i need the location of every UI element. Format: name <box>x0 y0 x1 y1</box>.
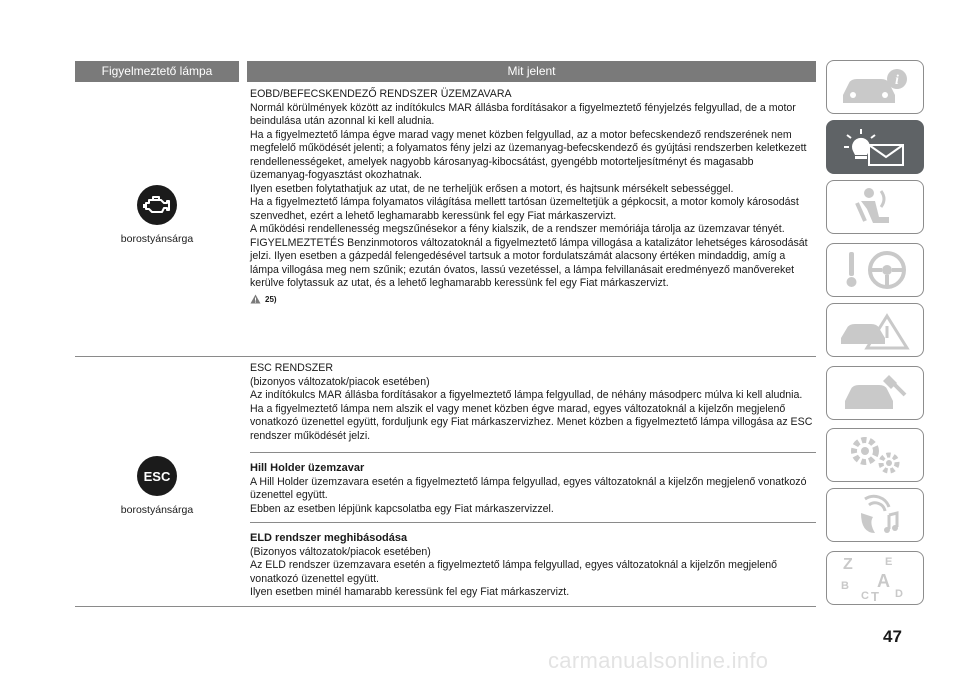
hill-holder-description <box>250 455 814 516</box>
section-title: EOBD/BEFECSKENDEZŐ RENDSZER ÜZEMZAVARA <box>250 88 512 100</box>
paragraph: Normál körülmények között az indítókulcs MAR állásba fordításakor a figyelmeztető fényjelzés felgyullad, de a motor beindulása után azonnal ki kell aludnia. <box>250 101 796 127</box>
esc-system-description <box>250 362 814 443</box>
page-number: 47 <box>883 627 902 646</box>
index-letter: E <box>885 556 893 568</box>
engine-lamp-description <box>250 88 814 306</box>
index-letter: B <box>841 580 849 592</box>
index-letter: Z <box>843 556 853 573</box>
watermark: carmanualsonline.info <box>548 648 769 673</box>
paragraph: Ebben az esetben lépjünk kapcsolatba egy Fiat márkaszervizzel. <box>250 502 554 515</box>
index-icon <box>835 553 915 603</box>
seat-airbag-icon <box>835 185 915 229</box>
column-header-meaning: Mit jelent <box>247 61 816 82</box>
car-info-icon <box>835 65 915 109</box>
row-divider <box>75 356 816 357</box>
warning-lights-icon <box>835 125 915 169</box>
paragraph: Az ELD rendszer üzemzavara esetén a figyelmeztető lámpa felgyullad, egyes változatoknál a kijelzőn megjelenő vonatkozó üzenettel együtt. <box>250 559 778 585</box>
warning-reference <box>250 293 814 307</box>
section-subtitle: ELD rendszer meghibásodása <box>250 532 408 544</box>
eld-system-description <box>250 525 814 600</box>
paragraph: Az indítókulcs MAR állásba fordításakor a figyelmeztető lámpa felgyullad, de néhány másodperc múlva ki kell aludnia. Ha a figyelmeztető lámpa nem alszik el vagy menet közben égve marad, egyes változatoknál a kijelzőn megjelenő vonatkozó üzenettel együtt, forduljunk egy Fiat márkaszervizhez. Menet közben a figyelmeztető lámpa villogása az ESC rendszer működését jelzi. <box>250 389 813 442</box>
tab-car-info[interactable] <box>826 60 924 114</box>
index-letter: T <box>871 589 879 603</box>
index-letter: C <box>861 590 869 602</box>
warning-reference-number: 25) <box>265 294 277 304</box>
column-header-lamp: Figyelmeztető lámpa <box>75 61 239 82</box>
tab-multimedia[interactable] <box>826 488 924 542</box>
section-title: ESC RENDSZER <box>250 362 333 374</box>
tab-warning-lights[interactable] <box>826 120 924 174</box>
technical-data-icon <box>835 433 915 477</box>
emergency-icon <box>835 308 915 352</box>
paragraph: Ilyen esetben folytathatjuk az utat, de ne terheljük erősen a motort, és hajtsunk mérsékelt sebességgel. <box>250 182 734 195</box>
paragraph: Ha a figyelmeztető lámpa égve marad vagy menet közben felgyullad, az a motor befecskendező rendszerének nem megfelelő működését jelenti; a folyamatos fény jelzi az üzemanyag-befecskendező és gyújtási rendszerben keletkezett rendellenességeket, amelyek nagyobb károsanyag-kibocsátást, gyengébb motorteljesítményt és magasabb üzemanyag-fogyasztást okozhatnak. <box>250 128 807 181</box>
svg-text:i: i <box>895 73 899 88</box>
lamp-color-label: borostyánsárga <box>120 233 194 245</box>
section-subtitle: Hill Holder üzemzavar <box>250 462 365 474</box>
index-letter: A <box>877 571 890 591</box>
tab-emergency[interactable] <box>826 303 924 357</box>
paragraph: (Bizonyos változatok/piacok esetében) <box>250 545 431 558</box>
index-letter: D <box>895 588 903 600</box>
paragraph: A működési rendellenesség megszűnésekor a fény kialszik, de a rendszer memóriája tárolja az üzemzavar tényét. <box>250 223 785 235</box>
table-bottom-rule <box>75 606 816 607</box>
section-divider <box>250 522 816 523</box>
tab-safety[interactable] <box>826 180 924 234</box>
tab-index[interactable] <box>826 551 924 605</box>
lamp-color-label: borostyánsárga <box>120 504 194 516</box>
multimedia-icon <box>835 493 915 537</box>
paragraph: A Hill Holder üzemzavara esetén a figyelmeztető lámpa felgyullad, egyes változatoknál a kijelzőn megjelenő vonatkozó üzenettel együtt. <box>250 475 807 501</box>
warning-paragraph: FIGYELMEZTETÉS Benzinmotoros változatoknál a figyelmeztető lámpa villogása a katalizátor lehetséges károsodását jelzi. Ilyen esetben a gázpedál felengedésével tartsuk a motor fordulatszámát alacsony értéken mindaddig, amíg a lámpa villogása meg nem szűnik; ezután óvatos, lassú vezetéssel, a lámpa felvillanásait eredményező manővereket kerülve folytassuk az utat, és a lehető leghamarabb keressünk fel egy Fiat márkaszervizt. <box>250 236 808 289</box>
warning-triangle-icon <box>250 294 261 304</box>
lamp-cell-esc <box>75 456 239 516</box>
paragraph: Ilyen esetben minél hamarabb keressünk fel egy Fiat márkaszervizt. <box>250 586 570 598</box>
starting-driving-icon <box>835 248 915 292</box>
lamp-cell-engine <box>75 185 239 245</box>
tab-starting-driving[interactable] <box>826 243 924 297</box>
tab-technical-data[interactable] <box>826 428 924 482</box>
section-divider <box>250 452 816 453</box>
paragraph: Ha a figyelmeztető lámpa folyamatos világítása mellett tartósan üzemeltetjük a gépkocsit, a motor komoly károsodást szenvedhet, ezért a lehető leghamarabb keressünk fel egy Fiat márkaszervizt. <box>250 196 799 222</box>
esc-icon: ESC <box>137 456 177 496</box>
maintenance-icon <box>835 371 915 415</box>
paragraph: (bizonyos változatok/piacok esetében) <box>250 375 430 388</box>
engine-icon <box>137 185 177 225</box>
tab-maintenance[interactable] <box>826 366 924 420</box>
